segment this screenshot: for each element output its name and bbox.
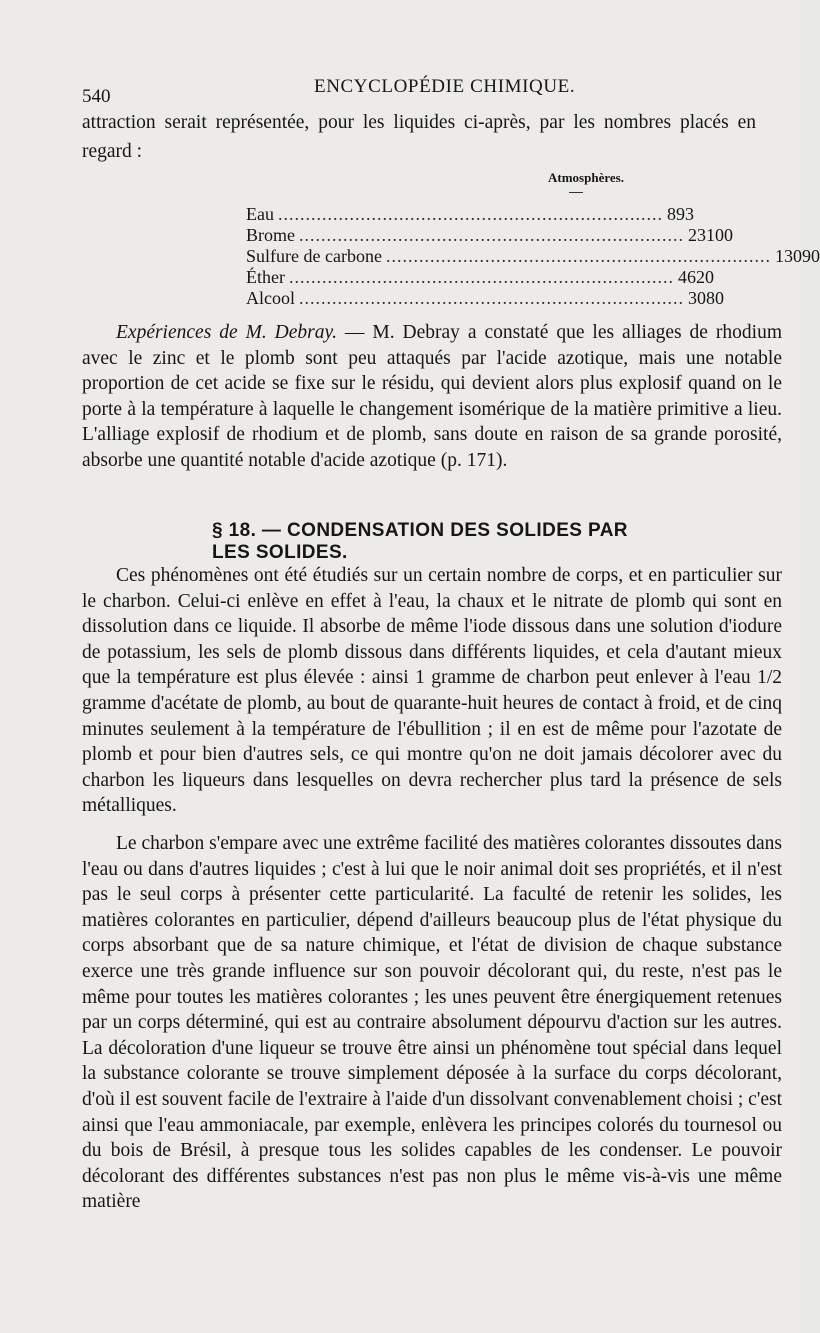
leader-dots: ...................................................................... [299,225,684,245]
paragraph: Ces phénomènes ont été étudiés sur un certain nombre de corps, et en particulier sur le charbon. Celui-ci enlève en effet à l'eau, la chaux et le nitrate de plomb qui sont en dissolution dans ce liquide. Il absorbe de même l'iode dissous dans une solution d'iodure de potassium, les sels de plomb dissous dans différents liquides, et cela d'autant mieux que la température est plus élevée : ainsi 1 gramme de charbon peut enlever à l'eau 1/2 gramme d'acétate de plomb, au bout de quarante-huit heures de contact à froid, et de cinq minutes seulement à la température de l'ébullition ; il en est de même pour l'azotate de plomb et pour bien d'autres sels, ce qui montre qu'on ne doit jamais décolorer avec du charbon les liqueurs dans lesquelles on devra rechercher plus tard la présence de sels métalliques. [82,565,782,817]
leader-dots: ...................................................................... [385,246,771,266]
table-row [246,225,733,246]
column-header-rule [569,192,583,193]
paragraph: Le charbon s'empare avec une extrême facilité des matières colorantes dissoutes dans l'eau ou dans d'autres liquides ; c'est à lui que le noir animal doit ses propriétés, et il n'est pas le seul corps à présenter cette particularité. La faculté de retenir les solides, les matières colorantes en particulier, dépend d'ailleurs beaucoup plus de l'état physique du corps absorbant que de sa nature chimique, et l'état de division de chaque substance exerce une très grande influence sur son pouvoir décolorant qui, du reste, n'est pas le même pour toutes les matières colorantes ; les unes peuvent être énergiquement retenues par un corps déterminé, qui est au contraire absolument dépourvu d'action sur les autres. La décoloration d'une liqueur se trouve être ainsi un phénomène tout spécial dans lequel la substance colorante se trouve simplement déposée à la surface du corps décolorant, d'où il est souvent facile de l'extraire à l'aide d'un dissolvant convenablement choisi ; c'est ainsi que l'eau ammoniacale, par exemple, enlèvera les principes colorés du tournesol ou du bois de Brésil, à presque tous les solides capables de les condenser. Le pouvoir décolorant des différentes substances n'est pas non plus le même vis-à-vis une même matière [82,833,782,1213]
section-heading: § 18. — CONDENSATION DES SOLIDES PAR LES SOLIDES. [212,520,628,563]
leader-dots: ...................................................................... [288,267,674,287]
paragraph-debray [82,320,782,474]
row-label: Eau [246,204,274,224]
table-row [246,246,820,267]
page-header [82,76,782,106]
table-column-header: Atmosphères. [548,170,624,185]
row-label: Alcool [246,288,295,308]
row-label: Brome [246,225,295,245]
paragraph-phenomena [82,563,782,819]
row-value: 23100 [688,225,733,245]
leader-dots: ...................................................................... [299,288,684,308]
table-row [246,288,724,309]
row-value: 3080 [688,288,724,308]
paragraph-charbon [82,831,782,1215]
leader-dots: ...................................................................... [277,204,663,224]
paragraph-text: — M. Debray a constaté que les alliages de rhodium avec le zinc et le plomb sont peu attaqués par l'acide azotique, mais une notable proportion de cet acide se fixe sur le résidu, qui devient alors plus explosif quand on le porte à la température à laquelle le changement isomérique de la matière primitive a lieu. L'alliage explosif de rhodium et de plomb, sans doute en raison de sa grande porosité, absorbe une quantité notable d'acide azotique (p. 171). [82,322,782,471]
paragraph [82,320,782,474]
row-label: Sulfure de carbone [246,246,382,266]
paragraph-lead: Expériences de M. Debray. [116,322,337,343]
table-row [246,267,714,288]
intro-text: attraction serait représentée, pour les liquides ci-après, par les nombres placés en regard : [82,112,756,162]
page-number: 540 [82,86,111,107]
pressure-table [246,204,820,309]
table-row [246,204,694,225]
row-value: 4620 [677,267,714,287]
running-title: ENCYCLOPÉDIE CHIMIQUE. [314,76,576,97]
row-value: 13090 [774,246,820,266]
row-label: Éther [246,267,285,287]
row-value: 893 [666,204,694,224]
